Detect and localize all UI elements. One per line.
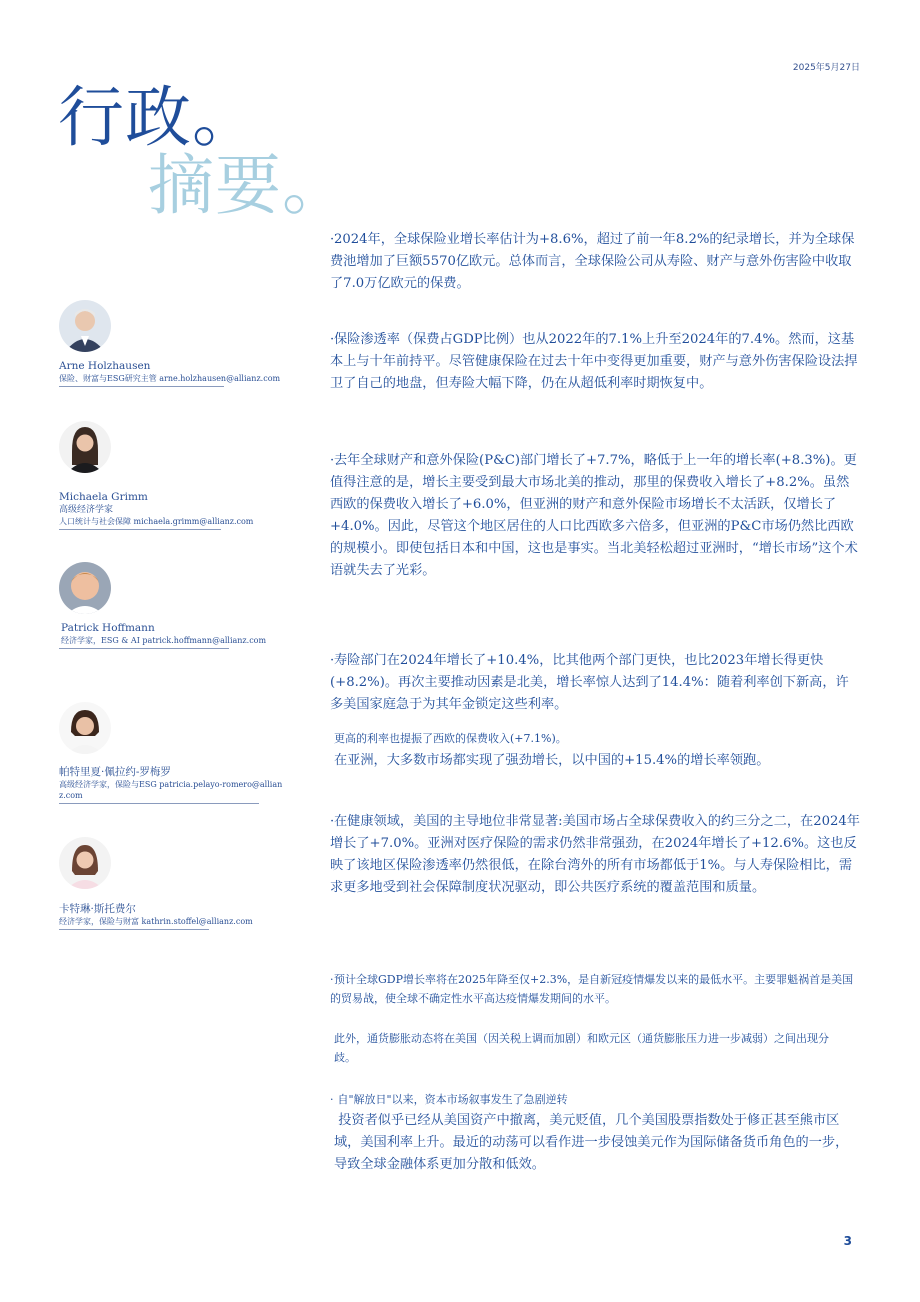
author-detail: 经济学家，保险与财富 kathrin.stoffel@allianz.com bbox=[59, 917, 253, 926]
author-name: 卡特琳·斯托费尔 bbox=[59, 903, 136, 915]
paragraph-asia: 在亚洲，大多数市场都实现了强劲增长，以中国的+15.4%的增长率领跑。 bbox=[334, 753, 770, 768]
author-card bbox=[59, 300, 287, 387]
author-name: Michaela Grimm bbox=[59, 491, 148, 503]
paragraph-life-sector: ·寿险部门在2024年增长了+10.4%，比其他两个部门更快，也比2023年增长得更快(+8.2%)。再次主要推动因素是北美，增长率惊人达到了14.4%：随着利率创下新高，许多美国家庭急于为其年金锁定这些利率。 bbox=[330, 653, 849, 712]
avatar bbox=[59, 562, 111, 614]
paragraph-penetration: ·保险渗透率（保费占GDP比例）也从2022年的7.1%上升至2024年的7.4%。然而，这基本上与十年前持平。尽管健康保险在过去十年中变得更加重要，财产与意外伤害保险设法捍卫了自己的地盘，但寿险大幅下降，仍在从超低利率时期恢复中。 bbox=[330, 332, 858, 391]
author-card bbox=[59, 421, 287, 530]
paragraph-pc-sector: ·去年全球财产和意外保险(P&C)部门增长了+7.7%，略低于上一年的增长率(+8.3%)。更值得注意的是，增长主要受到最大市场北美的推动，那里的保费收入增长了+8.2%。虽然西欧的保费收入增长了+6.0%，但亚洲的财产和意外保险市场增长不太活跃，仅增长了+4.0%。因此，尽管这个地区居住的人口比西欧多六倍多，但亚洲的P&C市场仍然比西欧的规模小。即使包括日本和中国，这也是事实。当北美轻松超过亚洲时，“增长市场”这个术语就失去了光彩。 bbox=[330, 453, 858, 578]
author-card bbox=[59, 837, 287, 930]
author-name: Patrick Hoffmann bbox=[61, 622, 155, 634]
author-detail: 高级经济学家，保险与ESG patricia.pelayo-romero@allianz.com bbox=[59, 780, 283, 800]
divider bbox=[59, 929, 209, 930]
author-name: Arne Holzhausen bbox=[59, 360, 151, 372]
report-date: 2025年5月27日 bbox=[792, 63, 860, 73]
author-detail: 人口统计与社会保障 michaela.grimm@allianz.com bbox=[59, 517, 254, 526]
avatar bbox=[59, 702, 111, 754]
author-card bbox=[59, 562, 287, 649]
divider bbox=[59, 529, 221, 530]
author-detail: 经济学家，ESG & AI patrick.hoffmann@allianz.com bbox=[61, 636, 267, 645]
avatar bbox=[59, 837, 111, 889]
author-role: 高级经济学家 bbox=[59, 505, 114, 515]
divider bbox=[59, 803, 259, 804]
paragraph-global-growth: ·2024年，全球保险业增长率估计为+8.6%，超过了前一年8.2%的纪录增长，并为全球保费池增加了巨额5570亿欧元。总体而言，全球保险公司从寿险、财产与意外伤害险中收取了7.0万亿欧元的保费。 bbox=[330, 232, 855, 291]
divider bbox=[59, 648, 229, 649]
author-name: 帕特里夏·佩拉约-罗梅罗 bbox=[59, 766, 171, 778]
title-line-2: 摘要。 bbox=[148, 147, 349, 224]
author-detail: 保险、财富与ESG研究主管 arne.holzhausen@allianz.com bbox=[59, 374, 281, 383]
page-number: 3 bbox=[843, 1234, 852, 1248]
avatar bbox=[59, 300, 111, 352]
paragraph-western-europe: 更高的利率也提振了西欧的保费收入(+7.1%)。 bbox=[334, 732, 567, 745]
paragraph-health: ·在健康领域，美国的主导地位非常显著:美国市场占全球保费收入的约三分之二，在2024年增长了+7.0%。亚洲对医疗保险的需求仍然非常强劲，在2024年增长了+12.6%。这也反映了该地区保险渗透率仍然很低，在除台湾外的所有市场都低于1%。与人寿保险相比，需求更多地受到社会保障制度状况驱动，即公共医疗系统的覆盖范围和质量。 bbox=[330, 814, 860, 895]
paragraph-capital-markets-heading: · 自"解放日"以来，资本市场叙事发生了急剧逆转 bbox=[330, 1093, 568, 1106]
avatar bbox=[59, 421, 111, 473]
divider bbox=[59, 386, 224, 387]
paragraph-inflation: 此外，通货膨胀动态将在美国（因关税上调而加剧）和欧元区（通货膨胀压力进一步减弱）之间出现分歧。 bbox=[334, 1032, 829, 1064]
title-line-1: 行政。 bbox=[58, 79, 259, 156]
paragraph-capital-markets: 投资者似乎已经从美国资产中撤离，美元贬值，几个美国股票指数处于修正甚至熊市区域，美国利率上升。最近的动荡可以看作进一步侵蚀美元作为国际储备货币角色的一步，导致全球金融体系更加分散和低效。 bbox=[334, 1113, 849, 1172]
paragraph-gdp-outlook: ·预计全球GDP增长率将在2025年降至仅+2.3%，是自新冠疫情爆发以来的最低水平。主要罪魁祸首是美国的贸易战，使全球不确定性水平高达疫情爆发期间的水平。 bbox=[330, 973, 854, 1005]
author-card bbox=[59, 702, 287, 804]
